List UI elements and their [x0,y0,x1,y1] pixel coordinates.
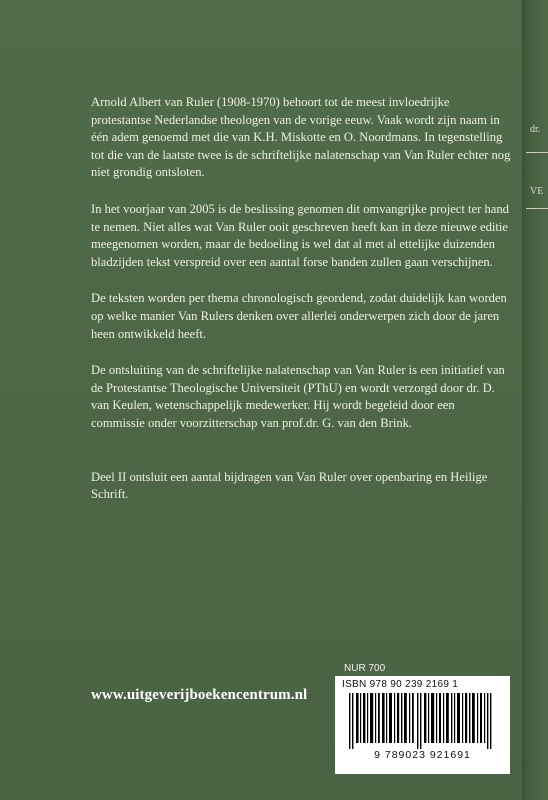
blurb-paragraph: In het voorjaar van 2005 is de beslissing genomen dit omvangrijke project ter hand te nemen. Niet alles wat Van Ruler ooit geschreven heeft kan in deze nieuwe editie meegenomen worden, maar de bedoeling is wel dat al met al ettelijke duizenden bladzijden tekst verspreid over een aantal forse banden zullen gaan verschijnen. [91,201,509,269]
publisher-website: www.uitgeverijboekencentrum.nl [91,687,308,703]
blurb-paragraph: Arnold Albert van Ruler (1908-1970) behoort tot de meest invloedrijke protestantse Nederlandse theologen van de vorige eeuw. Vaak wordt zijn naam in één adem genoemd met die van K.H. Miskotte en O. Noordmans. In tegenstelling tot die van de laatste twee is de schriftelijke nalatenschap van Van Ruler echter nog niet grondig ontsloten. [91,95,511,180]
nur-code: NUR 700 [344,663,386,674]
spine-rule [526,152,548,153]
barcode-icon [347,693,499,749]
blurb-paragraph: De ontsluiting van de schriftelijke nalatenschap van Van Ruler is een initiatief van de Protestantse Theologische Universiteit (PThU) en wordt verzorgd door dr. D. van Keulen, wetenschappelijk medewerker. Hij wordt begeleid door een commissie onder voorzitterschap van prof.dr. G. van den Brink. [91,363,505,430]
blurb-paragraph: De teksten worden per thema chronologisch geordend, zodat duidelijk kan worden op welke manier Van Rulers denken over allerlei onderwerpen zich door de jaren heen ontwikkeld heeft. [91,291,507,341]
blurb-paragraph: Deel II ontsluit een aantal bijdragen van Van Ruler over openbaring en Heilige Schrift. [91,469,488,502]
barcode-number: 9 789023 921691 [374,749,471,761]
barcode-panel [335,676,510,774]
blurb-text [91,94,511,523]
spine-text-fragment: VE [530,186,544,197]
spine-rule [526,208,548,209]
spine-text-fragment: dr. [530,124,541,135]
isbn-label: ISBN 978 90 239 2169 1 [342,679,459,690]
book-spine [522,0,548,800]
